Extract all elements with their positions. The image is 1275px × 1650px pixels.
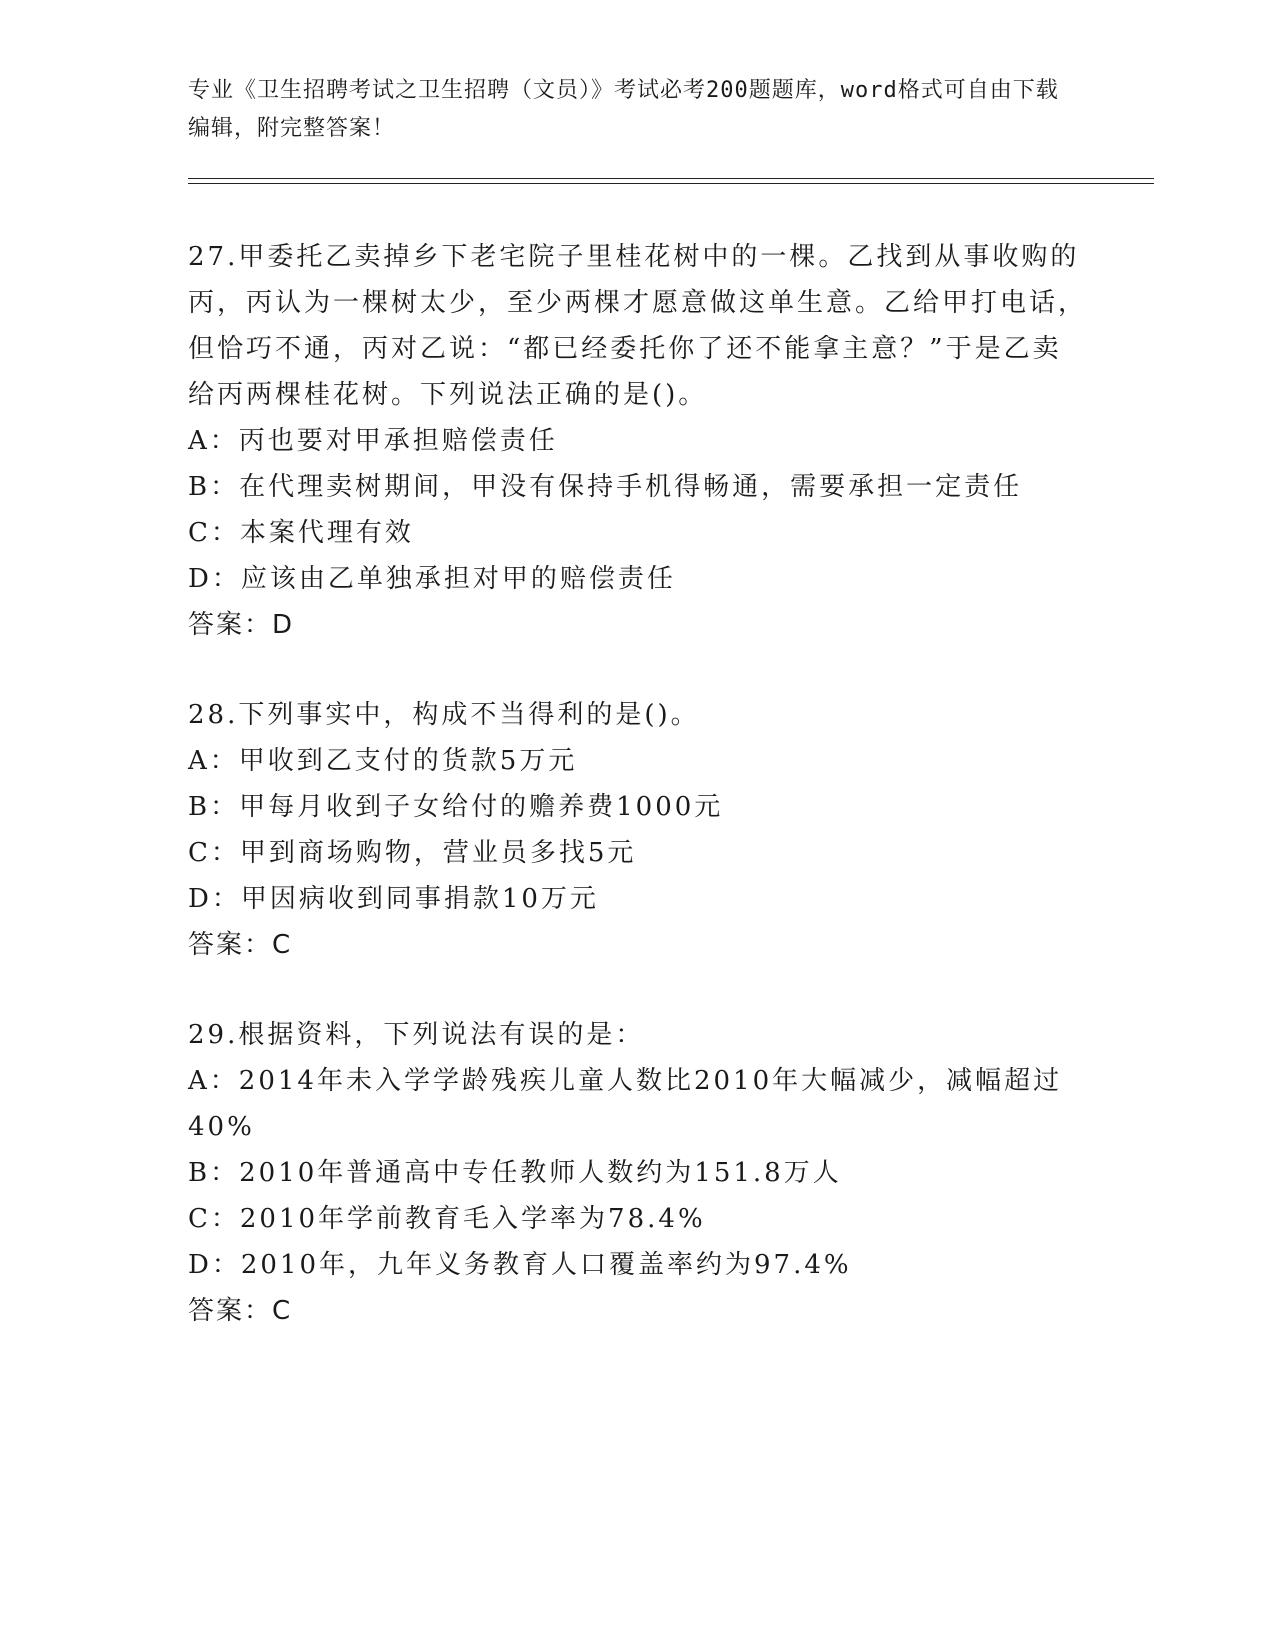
- option-d: D：2010年，九年义务教育人口覆盖率约为97.4%: [188, 1250, 852, 1280]
- option-b: B：甲每月收到子女给付的赡养费1000元: [188, 792, 724, 822]
- question-28: [188, 692, 1088, 968]
- option-a: A：丙也要对甲承担赔偿责任: [188, 426, 558, 456]
- header-divider-bottom: [188, 183, 1154, 184]
- option-c: C：本案代理有效: [188, 518, 414, 548]
- question-stem: 28.下列事实中，构成不当得利的是()。: [188, 700, 700, 730]
- option-b: B：在代理卖树期间，甲没有保持手机得畅通，需要承担一定责任: [188, 472, 1023, 502]
- question-stem: 27.甲委托乙卖掉乡下老宅院子里桂花树中的一棵。乙找到从事收购的丙，丙认为一棵树太少，至少两棵才愿意做这单生意。乙给甲打电话，但恰巧不通，丙对乙说：“都已经委托你了还不能拿主意？”于是乙卖给丙两棵桂花树。下列说法正确的是()。: [188, 242, 1088, 410]
- option-d: D：甲因病收到同事捐款10万元: [188, 884, 599, 914]
- header-divider-top: [188, 178, 1154, 179]
- option-b: B：2010年普通高中专任教师人数约为151.8万人: [188, 1158, 842, 1188]
- answer: 答案：C: [188, 1296, 293, 1326]
- answer: 答案：C: [188, 930, 293, 960]
- option-c: C：甲到商场购物，营业员多找5元: [188, 838, 637, 868]
- question-29: [188, 1012, 1088, 1334]
- option-c: C：2010年学前教育毛入学率为78.4%: [188, 1204, 706, 1234]
- question-27: [188, 234, 1088, 648]
- header-note: 专业《卫生招聘考试之卫生招聘（文员）》考试必考200题题库，word格式可自由下载编辑，附完整答案！: [188, 78, 1059, 141]
- option-a: A：甲收到乙支付的货款5万元: [188, 746, 578, 776]
- question-stem: 29.根据资料，下列说法有误的是：: [188, 1020, 645, 1050]
- option-a: A：2014年未入学学龄残疾儿童人数比2010年大幅减少，减幅超过40%: [188, 1066, 1063, 1142]
- option-d: D：应该由乙单独承担对甲的赔偿责任: [188, 564, 676, 594]
- answer: 答案：D: [188, 610, 295, 640]
